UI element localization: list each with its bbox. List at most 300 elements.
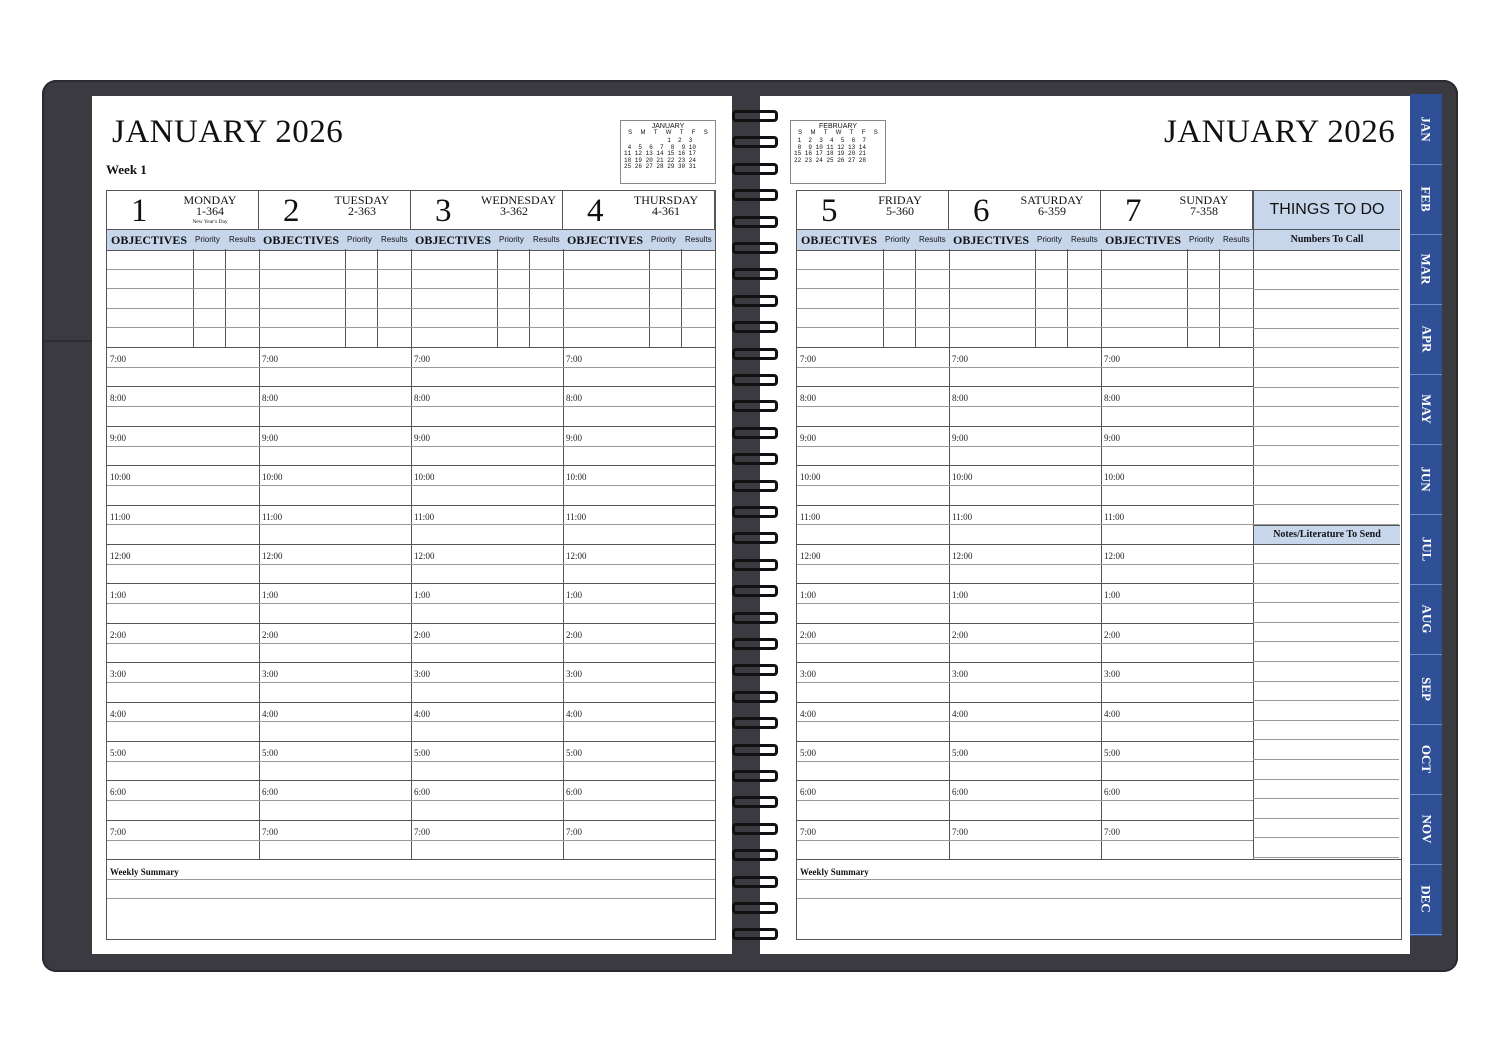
- weekday-letter: M: [640, 130, 646, 136]
- month-tab-feb[interactable]: [1410, 164, 1442, 235]
- things-line: [1253, 465, 1399, 466]
- time-label: 6:00: [414, 787, 431, 798]
- results-label: Results: [1223, 235, 1250, 244]
- day-number: 7: [1125, 193, 1142, 229]
- notes-line: [1253, 759, 1399, 760]
- hour-line: [107, 780, 715, 781]
- half-hour-line: [797, 485, 1253, 486]
- half-hour-line: [797, 406, 1253, 407]
- half-hour-line: [107, 840, 715, 841]
- things-to-do-header: THINGS TO DO: [1254, 191, 1400, 229]
- hour-line: [797, 702, 1253, 703]
- month-tab-label: NOV: [1418, 814, 1434, 844]
- coil-wire: [732, 480, 778, 492]
- time-label: 1:00: [110, 590, 127, 601]
- spiral-coil: [732, 504, 774, 518]
- priority-label: Priority: [1037, 235, 1062, 244]
- coil-wire: [732, 427, 778, 439]
- coil-wire: [732, 453, 778, 465]
- hour-line: [107, 623, 715, 624]
- coil-wire: [732, 506, 778, 518]
- month-tab-label: DEC: [1418, 885, 1434, 913]
- objectives-header: [949, 229, 1101, 251]
- time-label: 7:00: [566, 826, 583, 837]
- day-divider: [1101, 249, 1102, 859]
- priority-label: Priority: [651, 235, 676, 244]
- time-label: 11:00: [1104, 511, 1125, 522]
- objectives-label: OBJECTIVES: [111, 233, 188, 247]
- spiral-coil: [732, 108, 774, 122]
- month-tab-label: FEB: [1418, 186, 1434, 212]
- time-label: 3:00: [110, 669, 127, 680]
- schedule-bottom: [107, 859, 715, 860]
- things-line: [1253, 387, 1399, 388]
- time-label: 4:00: [800, 708, 817, 719]
- half-hour-line: [107, 800, 715, 801]
- holiday-note: New Year's Day: [192, 219, 228, 225]
- results-label: Results: [1071, 235, 1098, 244]
- weekday-letter: W: [835, 130, 842, 136]
- month-tab-may[interactable]: [1410, 374, 1442, 445]
- time-label: 10:00: [110, 472, 131, 483]
- weekday-letter: S: [628, 130, 633, 136]
- month-tab-sep[interactable]: [1410, 654, 1442, 725]
- hour-line: [797, 741, 1253, 742]
- hour-line: [107, 583, 715, 584]
- time-label: 2:00: [566, 629, 583, 640]
- day-name: [1019, 195, 1085, 217]
- time-label: 5:00: [566, 748, 583, 758]
- notes-line: [1253, 779, 1399, 780]
- month-tab-oct[interactable]: [1410, 724, 1442, 795]
- time-label: 9:00: [566, 432, 583, 443]
- day-header: [1101, 191, 1253, 229]
- half-hour-line: [107, 761, 715, 762]
- half-hour-line: [107, 603, 715, 604]
- notes-line: [1253, 700, 1399, 701]
- objectives-label: OBJECTIVES: [1105, 233, 1182, 247]
- time-label: 4:00: [110, 708, 127, 719]
- time-label: 9:00: [1104, 432, 1121, 443]
- time-label: 5:00: [952, 748, 969, 758]
- hour-line: [107, 662, 715, 663]
- day-name: [633, 195, 699, 217]
- time-label: 9:00: [414, 432, 431, 443]
- time-label: 5:00: [262, 748, 279, 758]
- time-label: 11:00: [414, 511, 435, 522]
- weekday-letter: F: [861, 130, 866, 136]
- day-divider: [259, 249, 260, 859]
- coil-wire: [732, 295, 778, 307]
- objectives-header: [1101, 229, 1253, 251]
- day-of-year: 2-363: [348, 204, 376, 218]
- hour-line: [107, 465, 715, 466]
- time-label: 2:00: [262, 629, 279, 640]
- time-label: 4:00: [566, 708, 583, 719]
- spiral-coil: [732, 451, 774, 465]
- priority-divider: [1187, 249, 1188, 347]
- objective-line: [107, 288, 715, 289]
- spiral-coil: [732, 847, 774, 861]
- weekday-letter: F: [691, 130, 696, 136]
- spiral-coil: [732, 425, 774, 439]
- day-of-year: 1-364: [196, 204, 224, 218]
- coil-wire: [732, 110, 778, 122]
- month-tab-aug[interactable]: [1410, 584, 1442, 655]
- day-number: 3: [435, 193, 452, 229]
- day-name: [329, 195, 395, 217]
- objectives-header: [411, 229, 563, 251]
- hour-line: [797, 544, 1253, 545]
- time-label: 4:00: [1104, 708, 1121, 719]
- month-tab-label: AUG: [1418, 604, 1434, 634]
- month-tab-label: SEP: [1419, 677, 1434, 701]
- time-label: 4:00: [262, 708, 279, 719]
- hour-line: [797, 820, 1253, 821]
- objective-line: [797, 308, 1253, 309]
- month-tab-jun[interactable]: [1410, 444, 1442, 515]
- coil-wire: [732, 268, 778, 280]
- time-label: 8:00: [414, 393, 431, 404]
- weekday-letter: S: [798, 130, 803, 136]
- results-divider: [681, 249, 682, 347]
- spiral-coil: [732, 240, 774, 254]
- weekday-name: THURSDAY: [633, 193, 699, 207]
- results-label: Results: [381, 235, 408, 244]
- weekday-letter: S: [873, 130, 878, 136]
- time-label: 12:00: [566, 551, 587, 561]
- coil-wire: [732, 928, 778, 940]
- spiral-coil: [732, 214, 774, 228]
- coil-wire: [732, 876, 778, 888]
- spiral-coil: [732, 557, 774, 571]
- month-tab-label: JUL: [1419, 536, 1434, 562]
- mini-calendar-january: [620, 120, 716, 184]
- day-number: 4: [587, 193, 604, 229]
- coil-wire: [732, 242, 778, 254]
- day-name: [1171, 195, 1237, 217]
- priority-divider: [1035, 249, 1036, 347]
- summary-line: [107, 898, 715, 899]
- right-page: [760, 96, 1410, 954]
- time-label: 7:00: [800, 826, 817, 837]
- priority-label: Priority: [885, 235, 910, 244]
- page-title-right: JANUARY 2026: [1164, 114, 1396, 150]
- hour-line: [797, 662, 1253, 663]
- priority-divider: [345, 249, 346, 347]
- summary-line: [797, 898, 1401, 899]
- day-number: 5: [821, 193, 838, 229]
- hour-line: [107, 741, 715, 742]
- half-hour-line: [797, 564, 1253, 565]
- objectives-bottom: [107, 347, 715, 348]
- objectives-label: OBJECTIVES: [415, 233, 492, 247]
- time-label: 2:00: [800, 629, 817, 640]
- time-label: 2:00: [414, 629, 431, 640]
- hour-line: [797, 780, 1253, 781]
- priority-label: Priority: [499, 235, 524, 244]
- time-label: 7:00: [800, 354, 817, 364]
- notes-line: [1253, 681, 1399, 682]
- time-label: 11:00: [566, 511, 587, 522]
- objective-line: [107, 327, 715, 328]
- half-hour-line: [797, 446, 1253, 447]
- time-label: 8:00: [800, 393, 817, 404]
- day-of-year: 4-361: [652, 204, 680, 218]
- weekly-summary-label: Weekly Summary: [110, 867, 179, 878]
- spiral-coil: [732, 187, 774, 201]
- half-hour-line: [797, 367, 1253, 368]
- month-tab-label: MAR: [1418, 253, 1434, 285]
- spiral-coil: [732, 768, 774, 782]
- page-title: JANUARY 2026: [112, 114, 344, 150]
- time-label: 12:00: [414, 551, 435, 561]
- coil-wire: [732, 770, 778, 782]
- time-label: 3:00: [414, 669, 431, 680]
- half-hour-line: [797, 761, 1253, 762]
- objectives-bottom: [797, 347, 1253, 348]
- time-label: 12:00: [1104, 551, 1125, 561]
- hour-line: [797, 386, 1253, 387]
- objective-line: [107, 308, 715, 309]
- time-label: 8:00: [262, 393, 279, 404]
- hour-line: [107, 505, 715, 506]
- summary-line: [107, 879, 715, 880]
- things-line: [1253, 445, 1399, 446]
- day-of-year: 3-362: [500, 204, 528, 218]
- objectives-label: OBJECTIVES: [953, 233, 1030, 247]
- day-name: [867, 195, 933, 217]
- coil-wire: [732, 638, 778, 650]
- objectives-header: [563, 229, 715, 251]
- weekday-letter: T: [823, 130, 828, 136]
- time-label: 1:00: [952, 590, 969, 601]
- month-tab-label: JAN: [1419, 116, 1434, 142]
- priority-divider: [649, 249, 650, 347]
- coil-wire: [732, 823, 778, 835]
- half-hour-line: [107, 406, 715, 407]
- results-label: Results: [919, 235, 946, 244]
- results-label: Results: [685, 235, 712, 244]
- time-label: 12:00: [800, 551, 821, 561]
- things-line: [1253, 504, 1399, 505]
- time-label: 1:00: [414, 590, 431, 601]
- mini-calendar-weekdays: [791, 130, 885, 137]
- time-label: 7:00: [952, 354, 969, 364]
- time-label: 6:00: [110, 787, 127, 798]
- month-tab-jan[interactable]: [1410, 94, 1442, 165]
- half-hour-line: [797, 682, 1253, 683]
- half-hour-line: [797, 800, 1253, 801]
- day-name: [177, 195, 243, 228]
- weekday-name: FRIDAY: [878, 193, 922, 207]
- results-divider: [915, 249, 916, 347]
- results-divider: [225, 249, 226, 347]
- spiral-binding: [728, 96, 778, 944]
- results-label: Results: [229, 235, 256, 244]
- notes-line: [1253, 857, 1399, 858]
- things-line: [1253, 426, 1399, 427]
- coil-wire: [732, 744, 778, 756]
- week-label: Week 1: [106, 162, 147, 177]
- priority-label: Priority: [1189, 235, 1214, 244]
- coil-wire: [732, 216, 778, 228]
- hour-line: [107, 544, 715, 545]
- time-label: 11:00: [800, 511, 821, 522]
- time-label: 10:00: [1104, 472, 1125, 483]
- things-line: [1253, 289, 1399, 290]
- day-header: [563, 191, 715, 229]
- summary-line: [797, 879, 1401, 880]
- half-hour-line: [797, 721, 1253, 722]
- hour-line: [107, 702, 715, 703]
- weekday-letter: T: [679, 130, 684, 136]
- time-label: 6:00: [1104, 787, 1121, 798]
- time-label: 2:00: [952, 629, 969, 640]
- day-header: [797, 191, 949, 229]
- results-label: Results: [533, 235, 560, 244]
- day-name: [481, 193, 556, 218]
- mini-calendar-february: [790, 120, 886, 184]
- mini-calendar-month: FEBRUARY: [819, 123, 857, 130]
- priority-label: Priority: [347, 235, 372, 244]
- objective-line: [797, 288, 1253, 289]
- half-hour-line: [797, 840, 1253, 841]
- spiral-coil: [732, 583, 774, 597]
- month-tab-mar[interactable]: [1410, 234, 1442, 305]
- hour-line: [797, 623, 1253, 624]
- notes-header: Notes/Literature To Send: [1254, 525, 1400, 545]
- month-tab-strip: [1410, 94, 1442, 936]
- day-divider: [411, 249, 412, 859]
- time-label: 11:00: [110, 511, 131, 522]
- month-tab-apr[interactable]: [1410, 304, 1442, 375]
- half-hour-line: [797, 603, 1253, 604]
- priority-divider: [883, 249, 884, 347]
- spiral-coil: [732, 610, 774, 624]
- month-tab-label: APR: [1419, 325, 1434, 353]
- notes-line: [1253, 661, 1399, 662]
- coil-wire: [732, 849, 778, 861]
- objectives-label: OBJECTIVES: [801, 233, 878, 247]
- spiral-coil: [732, 926, 774, 940]
- spiral-coil: [732, 266, 774, 280]
- things-line: [1253, 485, 1399, 486]
- objectives-header: [259, 229, 411, 251]
- week-grid-left: [106, 190, 716, 940]
- notes-line: [1253, 602, 1399, 603]
- hour-line: [797, 426, 1253, 427]
- coil-wire: [732, 902, 778, 914]
- day-number: 2: [283, 193, 300, 229]
- weekday-letter: M: [810, 130, 816, 136]
- coil-wire: [732, 796, 778, 808]
- notes-line: [1253, 641, 1399, 642]
- things-line: [1253, 308, 1399, 309]
- time-label: 2:00: [1104, 629, 1121, 640]
- spiral-coil: [732, 662, 774, 676]
- weekday-letter: S: [703, 130, 708, 136]
- time-label: 8:00: [566, 393, 583, 404]
- numbers-to-call-header: Numbers To Call: [1254, 229, 1400, 251]
- hour-line: [107, 820, 715, 821]
- things-line: [1253, 347, 1399, 348]
- spiral-coil: [732, 530, 774, 544]
- day-of-year: 6-359: [1038, 204, 1066, 218]
- notes-line: [1253, 583, 1399, 584]
- hour-line: [797, 465, 1253, 466]
- time-label: 5:00: [110, 748, 127, 758]
- day-header: [949, 191, 1101, 229]
- spiral-coil: [732, 293, 774, 307]
- spiral-coil: [732, 398, 774, 412]
- spiral-coil: [732, 319, 774, 333]
- weekday-letter: W: [665, 130, 672, 136]
- time-label: 9:00: [800, 432, 817, 443]
- month-tab-nov[interactable]: [1410, 794, 1442, 865]
- time-label: 10:00: [566, 472, 587, 483]
- day-divider: [949, 249, 950, 859]
- time-label: 5:00: [800, 748, 817, 758]
- half-hour-line: [107, 643, 715, 644]
- left-page: [92, 96, 732, 954]
- objectives-header: [797, 229, 949, 251]
- objective-line: [797, 269, 1253, 270]
- month-tab-label: OCT: [1418, 744, 1434, 774]
- hour-line: [797, 583, 1253, 584]
- half-hour-line: [797, 643, 1253, 644]
- cover-pocket: [42, 340, 94, 972]
- time-label: 7:00: [110, 354, 127, 364]
- spiral-coil: [732, 134, 774, 148]
- month-tab-jul[interactable]: [1410, 514, 1442, 585]
- time-label: 6:00: [800, 787, 817, 798]
- notes-line: [1253, 720, 1399, 721]
- spiral-coil: [732, 636, 774, 650]
- time-label: 8:00: [1104, 393, 1121, 404]
- time-label: 12:00: [262, 551, 283, 561]
- time-label: 3:00: [1104, 669, 1121, 680]
- spiral-coil: [732, 346, 774, 360]
- time-label: 7:00: [1104, 826, 1121, 837]
- time-label: 10:00: [952, 472, 973, 483]
- time-label: 3:00: [566, 669, 583, 680]
- time-label: 11:00: [262, 511, 283, 522]
- notes-line: [1253, 798, 1399, 799]
- coil-wire: [732, 691, 778, 703]
- things-line: [1253, 367, 1399, 368]
- week-grid-right: [796, 190, 1402, 940]
- time-label: 8:00: [110, 393, 127, 404]
- time-label: 12:00: [952, 551, 973, 561]
- notes-line: [1253, 563, 1399, 564]
- objectives-label: OBJECTIVES: [263, 233, 340, 247]
- priority-divider: [497, 249, 498, 347]
- spiral-coil: [732, 161, 774, 175]
- half-hour-line: [107, 721, 715, 722]
- time-label: 3:00: [952, 669, 969, 680]
- half-hour-line: [107, 564, 715, 565]
- time-label: 5:00: [1104, 748, 1121, 758]
- month-tab-dec[interactable]: [1410, 864, 1442, 935]
- weekday-name: SATURDAY: [1020, 193, 1084, 207]
- time-label: 6:00: [262, 787, 279, 798]
- objectives-header: [107, 229, 259, 251]
- day-number: 6: [973, 193, 990, 229]
- notes-line: [1253, 837, 1399, 838]
- day-header: [411, 191, 563, 229]
- spiral-coil: [732, 478, 774, 492]
